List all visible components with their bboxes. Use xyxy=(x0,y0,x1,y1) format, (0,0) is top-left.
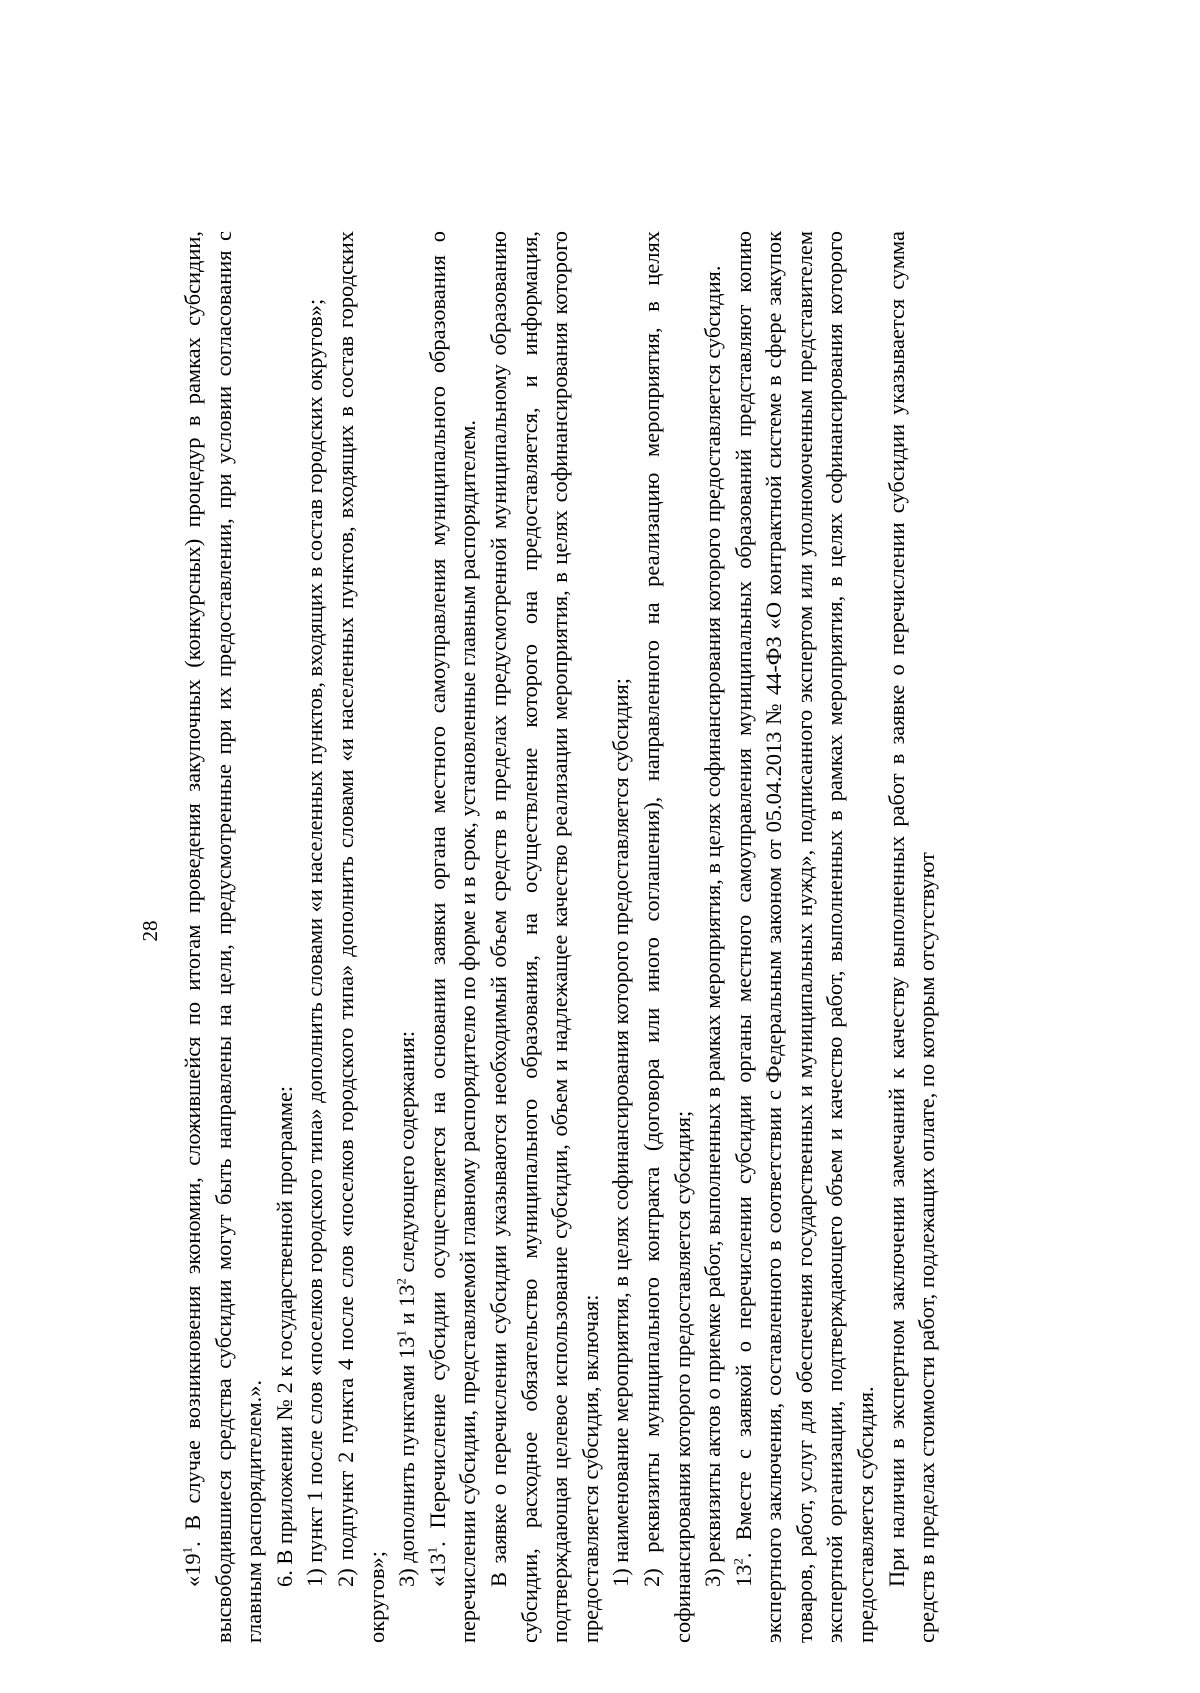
paragraph-subitem-3 xyxy=(392,231,423,1643)
paragraph-text: . Перечисление субсидии осуществляется на основании заявки органа местного самоуправления муниципального образования о перечислении субсидии, представляемой главному распорядителю по форме и в срок, установленные главным распорядителем. xyxy=(424,231,481,1643)
paragraph-subitem-2 xyxy=(331,231,392,1643)
paragraph-text: В заявке о перечислении субсидии указываются необходимый объем средств в пределах предусмотренной муниципальному образованию субсидии, расходное обязательство муниципального образования, на осуществление которого она предоставляется, и информация, подтверждающая целевое использование субсидии, объем и надлежащее качество реализации мероприятия, в целях софинансирования которого предоставляется субсидия, включая: xyxy=(485,231,603,1643)
superscript: 1 xyxy=(179,1546,195,1554)
paragraph-request-content xyxy=(484,231,606,1643)
paragraph-text: 2) подпункт 2 пункта 4 после слов «поселков городского типа» дополнить словами «и населенных пунктов, входящих в состав городских округов»; xyxy=(332,231,389,1643)
paragraph-expert-remarks xyxy=(882,231,943,1643)
paragraph-19-1 xyxy=(178,231,270,1643)
paragraph-text: . В случае возникновения экономии, сложившейся по итогам проведения закупочных (конкурсных) процедур в рамках субсидии, высвободившиеся средства субсидии могут быть направлены на цели, предусмотренные при их предоставлении, при условии согласования с главным распорядителем.». xyxy=(180,231,267,1643)
paragraph-text: следующего содержания: xyxy=(394,1030,420,1279)
paragraph-mid: и 13 xyxy=(394,1284,420,1331)
paragraph-text: 1) пункт 1 после слов «поселков городского типа» дополнить словами «и населенных пунктов, входящих в состав городских округов»; xyxy=(302,298,328,1587)
paragraph-prefix: «13 xyxy=(424,1553,450,1587)
paragraph-item-6 xyxy=(270,231,301,1643)
paragraph-text: При наличии в экспертном заключении замечаний к качеству выполненных работ в заявке о перечислении субсидии указывается сумма средств в пределах стоимости работ, подлежащих оплате, по которым отсутствуют xyxy=(883,231,940,1643)
superscript: 2 xyxy=(393,1278,409,1285)
paragraph-text: 2) реквизиты муниципального контракта (договора или иного соглашения), направленного на реализацию мероприятия, в целях софинансирования которого предоставляется субсидия; xyxy=(638,231,695,1643)
paragraph-text: . Вместе с заявкой о перечислении субсидии органы местного самоуправления муниципальных образований представляют копию экспертного заключения, составленного в соответствии с Федеральным законом от 05.04.2013 № 44-ФЗ «О контрактной системе в сфере закупок товаров, работ, услуг для обеспечения государственных и муниципальных нужд», подписанного экспертом или уполномоченным представителем экспертной организации, подтверждающего объем и качество работ, выполненных в рамках мероприятия, в целях софинансирования которого предоставляется субсидия. xyxy=(730,231,879,1643)
paragraph-prefix: «19 xyxy=(180,1553,205,1587)
superscript: 1 xyxy=(424,1546,440,1554)
paragraph-prefix: 13 xyxy=(730,1564,756,1587)
paragraph-text: 3) реквизиты актов о приемке работ, выполненных в рамках мероприятия, в целях софинансирования которого предоставляется субсидия. xyxy=(700,265,726,1587)
superscript: 1 xyxy=(393,1330,409,1337)
paragraph-subitem-1 xyxy=(300,231,331,1643)
paragraph-list-3 xyxy=(698,231,729,1643)
paragraph-text: 1) наименование мероприятия, в целях софинансирования которого предоставляется субсидия; xyxy=(608,677,634,1587)
paragraph-list-2 xyxy=(637,231,698,1643)
paragraph-text: 6. В приложении № 2 к государственной программе: xyxy=(271,1085,297,1587)
paragraph-list-1 xyxy=(606,231,637,1643)
document-body xyxy=(178,231,943,1643)
rotated-document-page xyxy=(130,171,1060,1691)
paragraph-13-2 xyxy=(729,231,882,1643)
paragraph-13-1 xyxy=(423,231,484,1643)
page-number: 28 xyxy=(138,920,162,942)
superscript: 2 xyxy=(730,1558,746,1565)
paragraph-prefix: 3) дополнить пунктами 13 xyxy=(394,1336,420,1587)
